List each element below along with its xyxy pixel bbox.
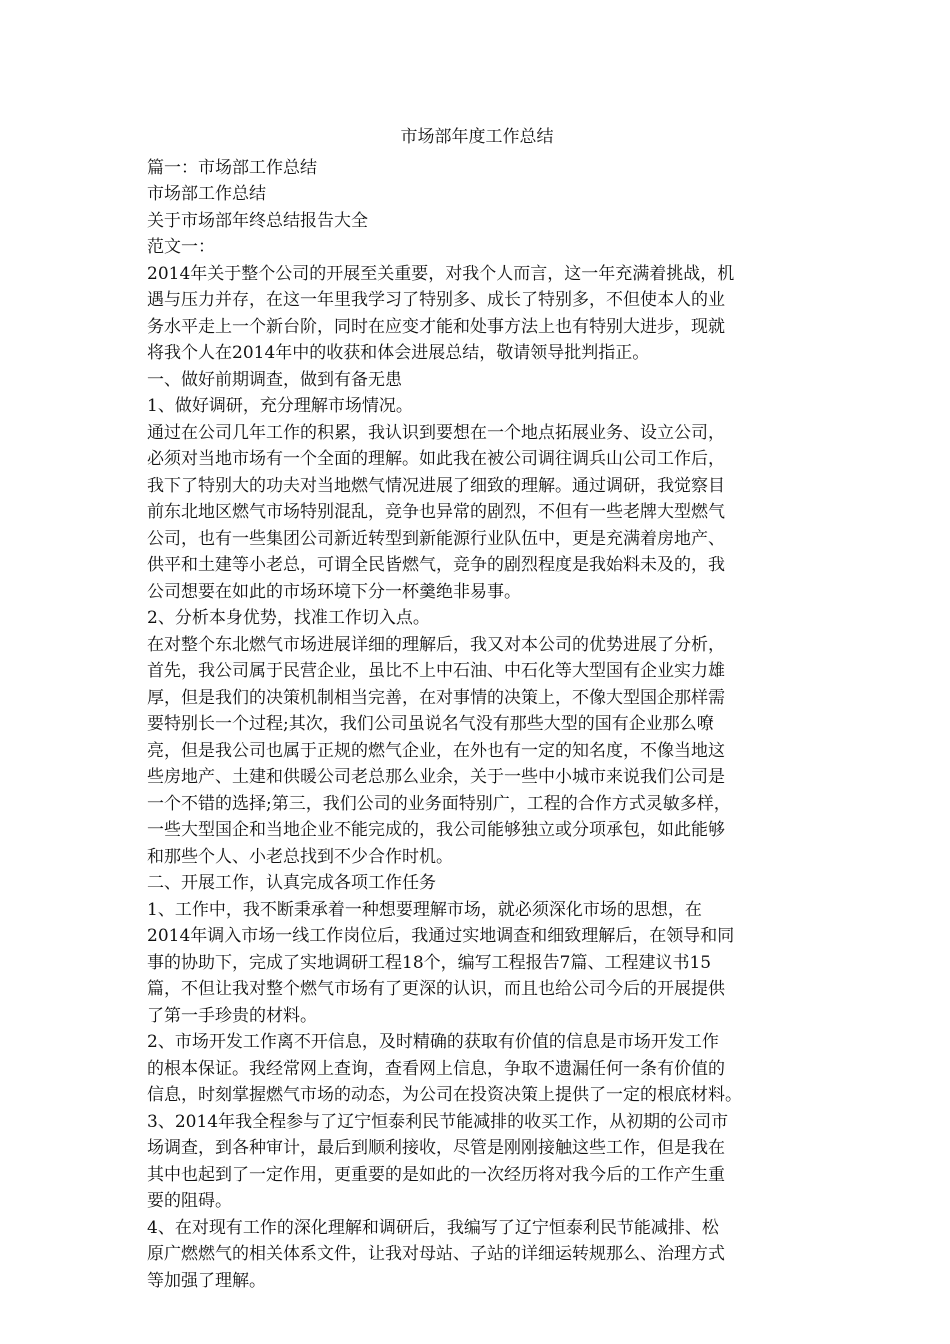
text-line: 通过在公司几年工作的积累，我认识到要想在一个地点拓展业务、设立公司， xyxy=(147,422,725,443)
section-heading: 二、开展工作，认真完成各项工作任务 xyxy=(147,873,436,893)
body-paragraph xyxy=(147,1109,807,1215)
text-line: 些房地产、土建和供暖公司老总那么业余，关于一些中小城市来说我们公司是 xyxy=(147,767,725,787)
body-paragraph xyxy=(147,1029,807,1109)
text-line: 的根本保证。我经常网上查询，查看网上信息，争取不遗漏任何一条有价值的 xyxy=(147,1058,725,1079)
text-line: 2014年关于整个公司的开展至关重要，对我个人而言，这一年充满着挑战，机 xyxy=(147,263,735,284)
text-line: 在对整个东北燃气市场进展详细的理解后，我又对本公司的优势进展了分析， xyxy=(147,634,725,655)
text-line: 公司想要在如此的市场环境下分一杯羹绝非易事。 xyxy=(147,581,521,602)
text-line: 公司，也有一些集团公司新近转型到新能源行业队伍中，更是充满着房地产、 xyxy=(147,528,725,549)
text-line: 务水平走上一个新台阶，同时在应变才能和处事方法上也有特别大进步，现就 xyxy=(147,316,725,337)
text-line: 必须对当地市场有一个全面的理解。如此我在被公司调往调兵山公司工作后， xyxy=(147,449,725,469)
text-line: 1、工作中，我不断秉承着一种想要理解市场，就必须深化市场的思想，在 xyxy=(147,899,702,920)
subsection-heading: 2、分析本身优势，找准工作切入点。 xyxy=(147,608,430,628)
body-paragraph xyxy=(147,1215,807,1295)
text-line: 2、市场开发工作离不开信息，及时精确的获取有价值的信息是市场开发工作 xyxy=(147,1032,719,1052)
text-line: 4、在对现有工作的深化理解和调研后，我编写了辽宁恒泰利民节能减排、松 xyxy=(147,1217,719,1238)
text-line: 等加强了理解。 xyxy=(147,1270,266,1291)
header-line: 篇一：市场部工作总结 xyxy=(147,157,317,178)
text-line: 2014年调入市场一线工作岗位后，我通过实地调查和细致理解后，在领导和同 xyxy=(147,926,735,946)
intro-paragraph xyxy=(147,261,807,367)
document-title: 市场部年度工作总结 xyxy=(400,127,554,147)
body-paragraph xyxy=(147,420,807,606)
text-line: 了第一手珍贵的材料。 xyxy=(147,1005,317,1026)
text-line: 亮，但是我公司也属于正规的燃气企业，在外也有一定的知名度，不像当地这 xyxy=(147,740,725,761)
body-paragraph xyxy=(147,632,807,871)
section-heading: 一、做好前期调查，做到有备无患 xyxy=(147,369,402,390)
text-line: 厚，但是我们的决策机制相当完善，在对事情的决策上，不像大型国企那样需 xyxy=(147,687,725,708)
text-line: 供平和土建等小老总，可谓全民皆燃气，竞争的剧烈程度是我始料未及的，我 xyxy=(147,555,725,575)
body-paragraph xyxy=(147,897,807,1030)
text-line: 场调查，到各种审计，最后到顺利接收，尽管是刚刚接触这些工作，但是我在 xyxy=(147,1138,725,1158)
text-line: 前东北地区燃气市场特别混乱，竞争也异常的剧烈，不但有一些老牌大型燃气 xyxy=(147,502,725,522)
header-line: 市场部工作总结 xyxy=(147,184,266,204)
text-line: 篇，不但让我对整个燃气市场有了更深的认识，而且也给公司今后的开展提供 xyxy=(147,979,725,999)
text-line: 和那些个人、小老总找到不少合作时机。 xyxy=(147,846,453,867)
text-line: 3、2014年我全程参与了辽宁恒泰利民节能减排的收买工作，从初期的公司市 xyxy=(147,1111,729,1132)
text-line: 要的阻碍。 xyxy=(147,1191,232,1211)
header-line: 范文一： xyxy=(147,237,215,257)
text-line: 遇与压力并存，在这一年里我学习了特别多、成长了特别多，不但使本人的业 xyxy=(147,290,725,310)
text-line: 其中也起到了一定作用，更重要的是如此的一次经历将对我今后的工作产生重 xyxy=(147,1164,725,1185)
text-line: 原广燃燃气的相关体系文件，让我对母站、子站的详细运转规那么、治理方式 xyxy=(147,1244,725,1264)
text-line: 一个不错的选择;第三，我们公司的业务面特别广，工程的合作方式灵敏多样， xyxy=(147,793,731,814)
text-line: 要特别长一个过程;其次，我们公司虽说名气没有那些大型的国有企业那么嘹 xyxy=(147,714,714,734)
subsection-heading: 1、做好调研，充分理解市场情况。 xyxy=(147,396,413,416)
text-line: 事的协助下，完成了实地调研工程18个，编写工程报告7篇、工程建议书15 xyxy=(147,952,712,973)
text-line: 首先，我公司属于民营企业，虽比不上中石油、中石化等大型国有企业实力雄 xyxy=(147,661,725,681)
text-line: 一些大型国企和当地企业不能完成的，我公司能够独立或分项承包，如此能够 xyxy=(147,820,725,840)
document-body xyxy=(147,124,807,1294)
text-line: 将我个人在2014年中的收获和体会进展总结，敬请领导批判指正。 xyxy=(147,343,650,363)
header-line: 关于市场部年终总结报告大全 xyxy=(147,210,368,231)
text-line: 信息，时刻掌握燃气市场的动态，为公司在投资决策上提供了一定的根底材料。 xyxy=(147,1085,742,1105)
text-line: 我下了特别大的功夫对当地燃气情况进展了细致的理解。通过调研，我觉察目 xyxy=(147,475,725,496)
